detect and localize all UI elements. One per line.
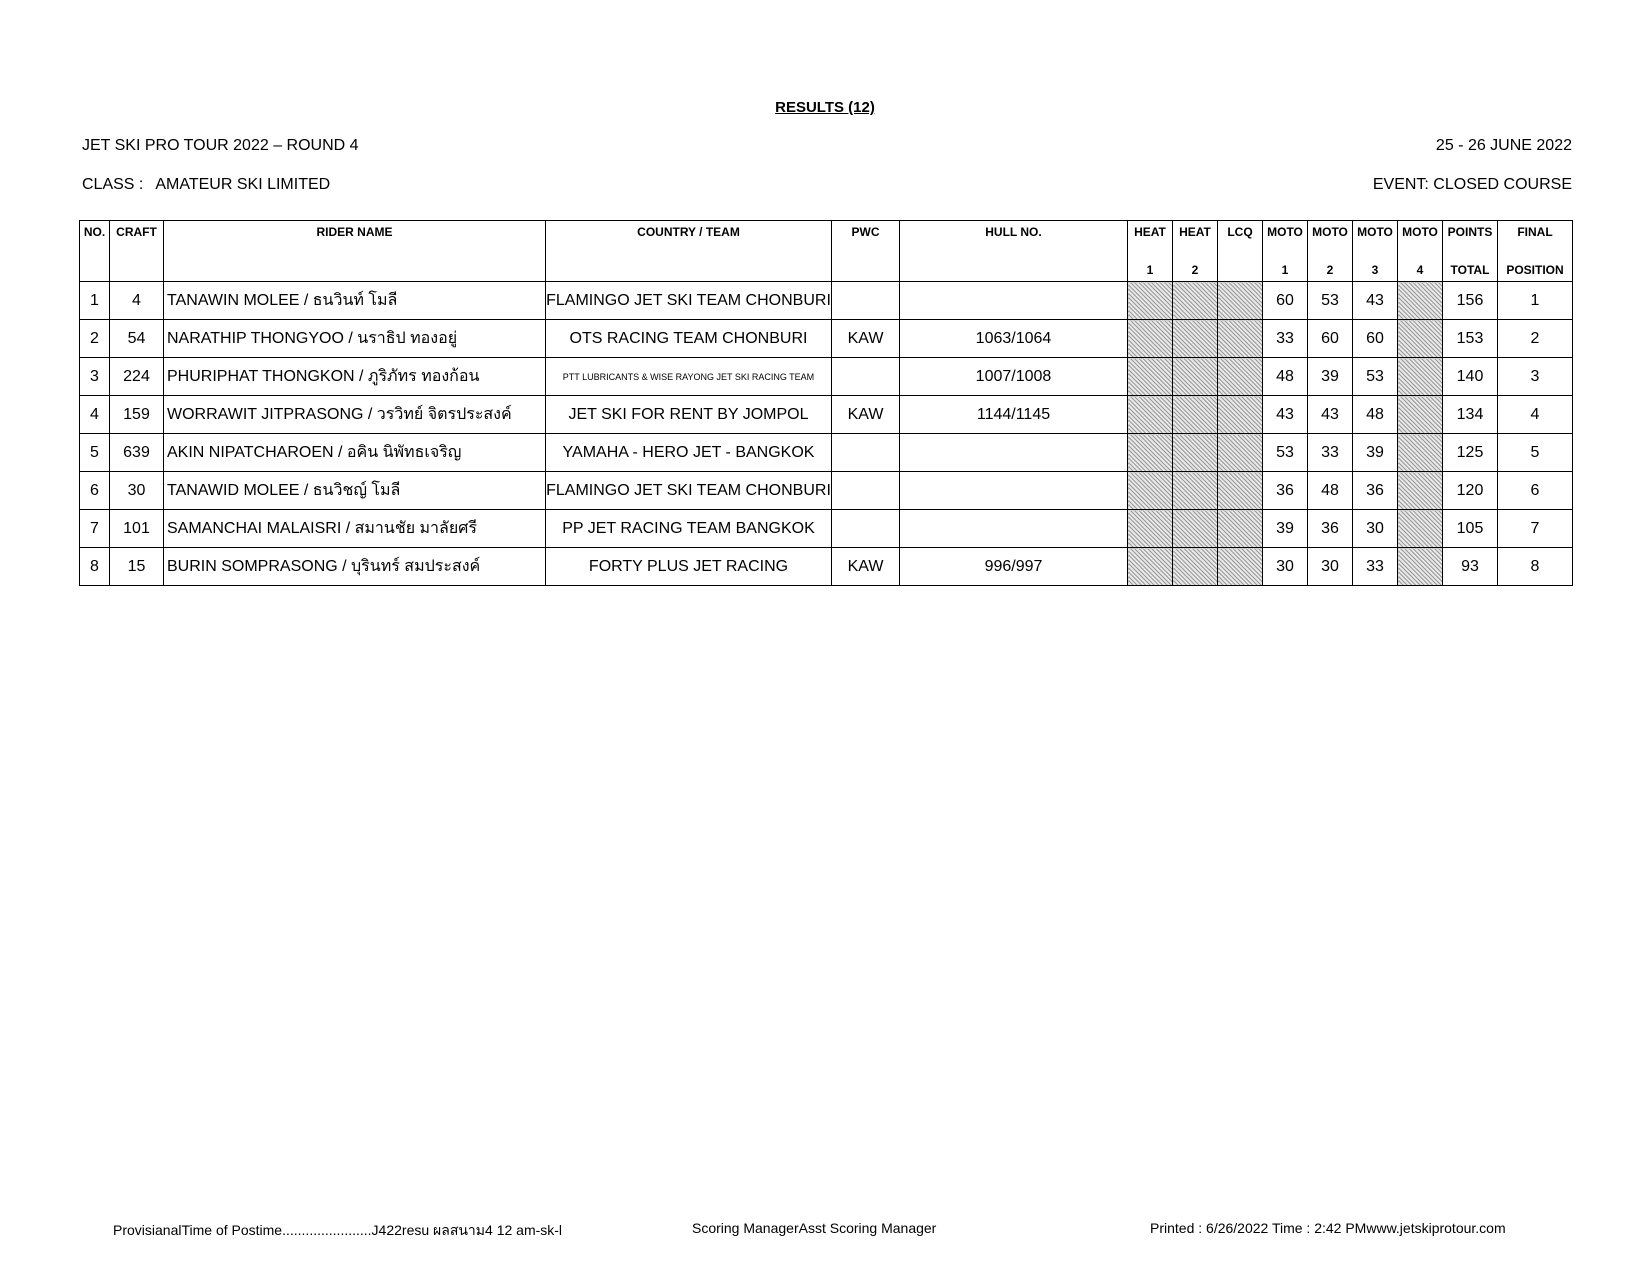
event-name: JET SKI PRO TOUR 2022 – ROUND 4 <box>82 137 359 154</box>
table-header-row <box>80 221 1573 282</box>
cell-moto2: 48 <box>1308 472 1353 510</box>
cell-hull: 1144/1145 <box>900 396 1128 434</box>
cell-pwc <box>832 434 900 472</box>
cell-moto3: 53 <box>1353 358 1398 396</box>
cell-lcq <box>1218 358 1263 396</box>
cell-no: 8 <box>80 548 110 586</box>
cell-heat1 <box>1128 282 1173 320</box>
cell-lcq <box>1218 472 1263 510</box>
cell-moto4 <box>1398 358 1443 396</box>
results-table <box>79 220 1573 586</box>
cell-heat1 <box>1128 472 1173 510</box>
cell-no: 6 <box>80 472 110 510</box>
col-heat1: HEAT 1 <box>1128 221 1173 282</box>
cell-rider: WORRAWIT JITPRASONG / วรวิทย์ จิตรประสงค์ <box>164 396 546 434</box>
cell-total: 156 <box>1443 282 1498 320</box>
table-row <box>80 472 1573 510</box>
cell-moto3: 48 <box>1353 396 1398 434</box>
col-hull: HULL NO. <box>900 221 1128 282</box>
cell-team: JET SKI FOR RENT BY JOMPOL <box>546 396 832 434</box>
cell-position: 6 <box>1498 472 1573 510</box>
cell-no: 1 <box>80 282 110 320</box>
cell-pwc: KAW <box>832 320 900 358</box>
cell-lcq <box>1218 282 1263 320</box>
cell-craft: 54 <box>110 320 164 358</box>
cell-heat2 <box>1173 548 1218 586</box>
cell-moto2: 30 <box>1308 548 1353 586</box>
col-rider: RIDER NAME <box>164 221 546 282</box>
cell-moto4 <box>1398 396 1443 434</box>
cell-moto1: 36 <box>1263 472 1308 510</box>
cell-craft: 159 <box>110 396 164 434</box>
cell-rider: AKIN NIPATCHAROEN / อคิน นิพัทธเจริญ <box>164 434 546 472</box>
cell-pwc: KAW <box>832 548 900 586</box>
col-moto3: MOTO 3 <box>1353 221 1398 282</box>
cell-moto2: 33 <box>1308 434 1353 472</box>
cell-moto1: 39 <box>1263 510 1308 548</box>
cell-team: PTT LUBRICANTS & WISE RAYONG JET SKI RACING TEAM <box>546 358 832 396</box>
col-pwc: PWC <box>832 221 900 282</box>
cell-hull <box>900 472 1128 510</box>
class-info <box>82 176 330 194</box>
cell-no: 2 <box>80 320 110 358</box>
cell-total: 120 <box>1443 472 1498 510</box>
cell-moto4 <box>1398 320 1443 358</box>
table-row <box>80 358 1573 396</box>
cell-team: YAMAHA - HERO JET - BANGKOK <box>546 434 832 472</box>
cell-team: OTS RACING TEAM CHONBURI <box>546 320 832 358</box>
cell-hull: 1007/1008 <box>900 358 1128 396</box>
cell-position: 2 <box>1498 320 1573 358</box>
cell-moto1: 48 <box>1263 358 1308 396</box>
cell-lcq <box>1218 434 1263 472</box>
cell-moto3: 36 <box>1353 472 1398 510</box>
event-type: EVENT: CLOSED COURSE <box>1372 176 1572 193</box>
cell-moto3: 33 <box>1353 548 1398 586</box>
cell-pwc <box>832 472 900 510</box>
col-craft: CRAFT <box>110 221 164 282</box>
cell-hull: 996/997 <box>900 548 1128 586</box>
cell-position: 1 <box>1498 282 1573 320</box>
cell-total: 93 <box>1443 548 1498 586</box>
cell-moto4 <box>1398 434 1443 472</box>
cell-craft: 4 <box>110 282 164 320</box>
col-moto2: MOTO 2 <box>1308 221 1353 282</box>
cell-moto3: 39 <box>1353 434 1398 472</box>
cell-moto2: 43 <box>1308 396 1353 434</box>
cell-hull: 1063/1064 <box>900 320 1128 358</box>
col-lcq: LCQ <box>1218 221 1263 282</box>
cell-no: 7 <box>80 510 110 548</box>
cell-craft: 101 <box>110 510 164 548</box>
cell-heat1 <box>1128 396 1173 434</box>
cell-craft: 30 <box>110 472 164 510</box>
col-team: COUNTRY / TEAM <box>546 221 832 282</box>
cell-rider: SAMANCHAI MALAISRI / สมานชัย มาลัยศรี <box>164 510 546 548</box>
footer-printed: Printed : 6/26/2022 Time : 2:42 PMwww.jetskiprotour.com <box>1150 1220 1506 1236</box>
cell-heat2 <box>1173 282 1218 320</box>
cell-moto1: 53 <box>1263 434 1308 472</box>
cell-rider: TANAWID MOLEE / ธนวิชญ์ โมลี <box>164 472 546 510</box>
col-heat2: HEAT 2 <box>1173 221 1218 282</box>
cell-heat2 <box>1173 396 1218 434</box>
cell-pwc <box>832 282 900 320</box>
footer-provisional: ProvisianalTime of Postime.......................J422resu ผลสนาม4 12 am-sk-l <box>113 1222 563 1238</box>
cell-total: 134 <box>1443 396 1498 434</box>
cell-moto4 <box>1398 510 1443 548</box>
cell-moto1: 33 <box>1263 320 1308 358</box>
cell-position: 8 <box>1498 548 1573 586</box>
cell-rider: BURIN SOMPRASONG / บุรินทร์ สมประสงค์ <box>164 548 546 586</box>
cell-total: 105 <box>1443 510 1498 548</box>
cell-craft: 15 <box>110 548 164 586</box>
cell-moto4 <box>1398 282 1443 320</box>
table-row <box>80 396 1573 434</box>
class-label: CLASS : <box>82 176 144 193</box>
cell-team: FLAMINGO JET SKI TEAM CHONBURI <box>546 282 832 320</box>
cell-craft: 639 <box>110 434 164 472</box>
cell-moto3: 43 <box>1353 282 1398 320</box>
cell-total: 140 <box>1443 358 1498 396</box>
cell-moto2: 53 <box>1308 282 1353 320</box>
cell-total: 125 <box>1443 434 1498 472</box>
cell-heat2 <box>1173 510 1218 548</box>
table-row <box>80 320 1573 358</box>
cell-heat1 <box>1128 510 1173 548</box>
col-points-total: POINTS TOTAL <box>1443 221 1498 282</box>
cell-craft: 224 <box>110 358 164 396</box>
cell-no: 3 <box>80 358 110 396</box>
col-no: NO. <box>80 221 110 282</box>
cell-hull <box>900 434 1128 472</box>
table-row <box>80 282 1573 320</box>
cell-lcq <box>1218 396 1263 434</box>
footer-scoring: Scoring ManagerAsst Scoring Manager <box>692 1220 937 1236</box>
cell-rider: NARATHIP THONGYOO / นราธิป ทองอยู่ <box>164 320 546 358</box>
cell-team: FLAMINGO JET SKI TEAM CHONBURI <box>546 472 832 510</box>
table-row <box>80 510 1573 548</box>
cell-lcq <box>1218 548 1263 586</box>
cell-heat1 <box>1128 548 1173 586</box>
cell-total: 153 <box>1443 320 1498 358</box>
col-moto1: MOTO 1 <box>1263 221 1308 282</box>
class-value: AMATEUR SKI LIMITED <box>155 176 331 193</box>
cell-no: 5 <box>80 434 110 472</box>
event-dates: 25 - 26 JUNE 2022 <box>1435 137 1572 154</box>
cell-team: FORTY PLUS JET RACING <box>546 548 832 586</box>
cell-moto2: 36 <box>1308 510 1353 548</box>
cell-position: 3 <box>1498 358 1573 396</box>
cell-heat2 <box>1173 358 1218 396</box>
cell-no: 4 <box>80 396 110 434</box>
cell-position: 4 <box>1498 396 1573 434</box>
cell-moto4 <box>1398 472 1443 510</box>
cell-heat2 <box>1173 434 1218 472</box>
cell-pwc <box>832 510 900 548</box>
cell-heat1 <box>1128 320 1173 358</box>
cell-position: 7 <box>1498 510 1573 548</box>
cell-lcq <box>1218 510 1263 548</box>
cell-lcq <box>1218 320 1263 358</box>
cell-moto1: 43 <box>1263 396 1308 434</box>
cell-rider: PHURIPHAT THONGKON / ภูริภัทร ทองก้อน <box>164 358 546 396</box>
cell-moto1: 30 <box>1263 548 1308 586</box>
table-row <box>80 434 1573 472</box>
cell-moto4 <box>1398 548 1443 586</box>
cell-moto3: 60 <box>1353 320 1398 358</box>
cell-heat2 <box>1173 472 1218 510</box>
cell-moto3: 30 <box>1353 510 1398 548</box>
col-moto4: MOTO 4 <box>1398 221 1443 282</box>
cell-hull <box>900 510 1128 548</box>
page-title: RESULTS (12) <box>775 99 875 116</box>
cell-position: 5 <box>1498 434 1573 472</box>
cell-moto1: 60 <box>1263 282 1308 320</box>
cell-rider: TANAWIN MOLEE / ธนวินท์ โมลี <box>164 282 546 320</box>
table-row <box>80 548 1573 586</box>
cell-pwc <box>832 358 900 396</box>
cell-moto2: 60 <box>1308 320 1353 358</box>
cell-team: PP JET RACING TEAM BANGKOK <box>546 510 832 548</box>
cell-pwc: KAW <box>832 396 900 434</box>
cell-heat2 <box>1173 320 1218 358</box>
cell-heat1 <box>1128 434 1173 472</box>
cell-heat1 <box>1128 358 1173 396</box>
col-final-position: FINAL POSITION <box>1498 221 1573 282</box>
cell-hull <box>900 282 1128 320</box>
cell-moto2: 39 <box>1308 358 1353 396</box>
